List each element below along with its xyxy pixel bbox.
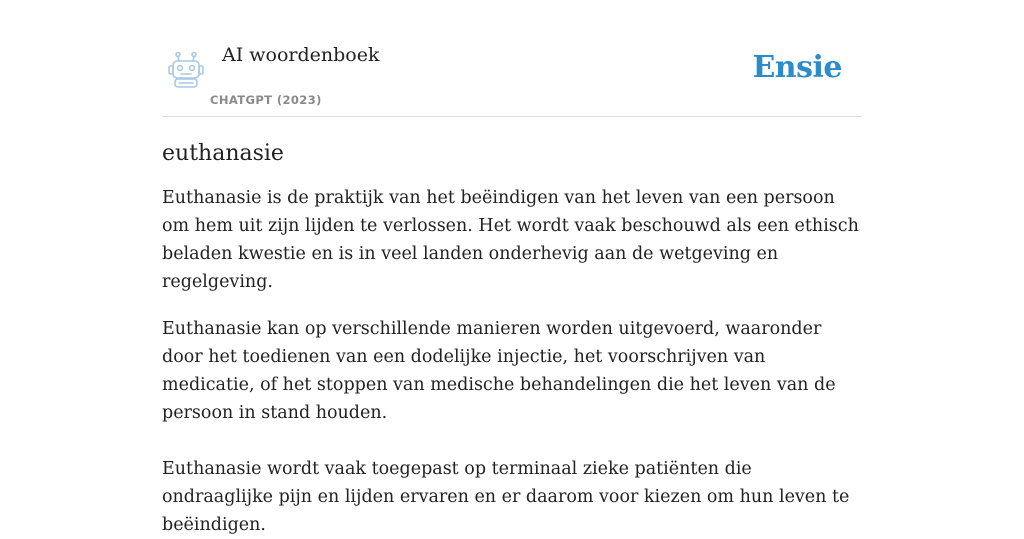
source-header bbox=[162, 0, 862, 117]
definition-paragraph: Euthanasie kan op verschillende manieren worden uitgevoerd, waaronder door het toedienen van een dodelijke injectie, het voorschrijven van medicatie, of het stoppen van medische behandelingen die het leven van de persoon in stand houden. bbox=[162, 319, 836, 423]
term-title: euthanasie bbox=[162, 141, 284, 166]
robot-icon bbox=[166, 50, 206, 90]
brand-logo[interactable]: Ensie bbox=[752, 50, 842, 85]
source-meta: CHATGPT (2023) bbox=[210, 93, 322, 107]
definition-paragraph: Euthanasie wordt vaak toegepast op terminaal zieke patiënten die ondraaglijke pijn en lijden ervaren en er daarom voor kiezen om hun leven te beëindigen. bbox=[162, 459, 850, 535]
source-title[interactable]: AI woordenboek bbox=[222, 44, 380, 66]
definition bbox=[162, 184, 862, 539]
definition-paragraph: Euthanasie is de praktijk van het beëindigen van het leven van een persoon om hem uit zijn lijden te verlossen. Het wordt vaak beschouwd als een ethisch beladen kwestie en is in veel landen onderhevig aan de wetgeving en regelgeving. bbox=[162, 188, 859, 292]
entry-content bbox=[162, 138, 862, 539]
